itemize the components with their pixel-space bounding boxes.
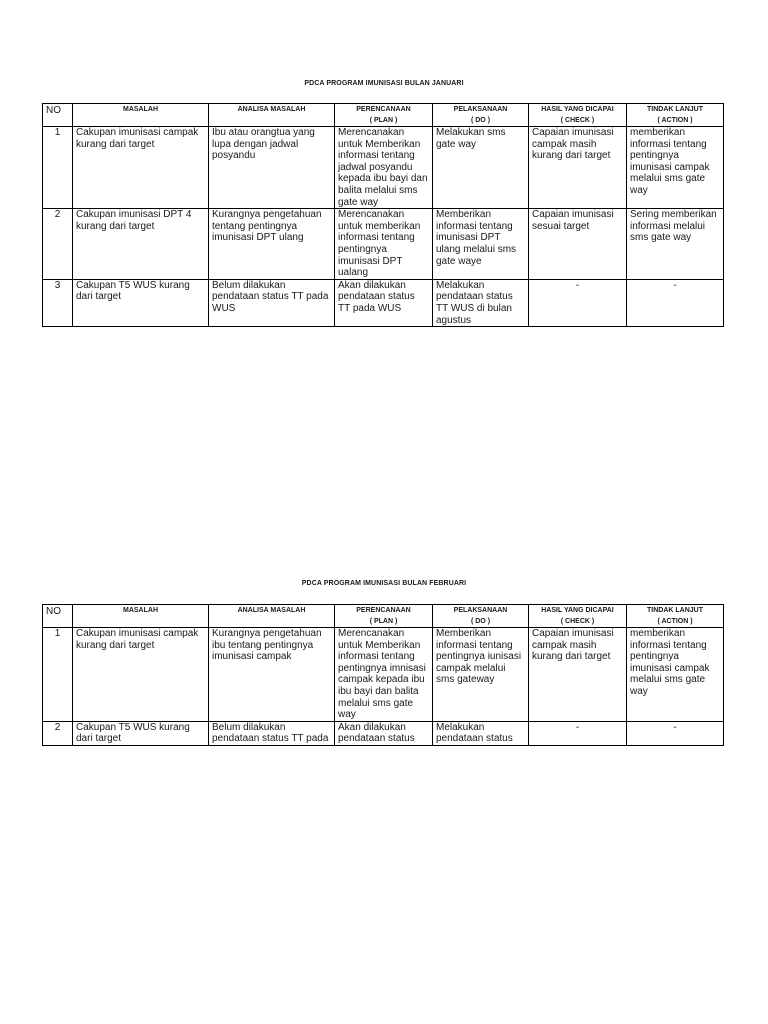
cell-analisa: Ibu atau orangtua yang lupa dengan jadwal posyandu (209, 127, 335, 209)
cell-perencanaan: Merencanakan untuk memberikan informasi tentang pentingnya imunisasi DPT ualang (335, 209, 433, 280)
header-perencanaan (335, 104, 433, 127)
cell-pelaksanaan: Memberikan informasi tentang imunisasi DPT ulang melalui sms gate waye (433, 209, 529, 280)
cell-analisa: Belum dilakukan pendataan status TT pada (209, 721, 335, 745)
header-masalah: MASALAH (73, 104, 209, 127)
cell-no: 2 (43, 209, 73, 280)
table-header-row (43, 605, 724, 628)
pdca-table-january (42, 103, 724, 327)
header-no: NO (43, 605, 73, 628)
cell-hasil: - (529, 721, 627, 745)
header-perencanaan (335, 605, 433, 628)
table-title: PDCA PROGRAM IMUNISASI BULAN FEBRUARI (301, 580, 467, 587)
header-pelaksanaan (433, 605, 529, 628)
cell-masalah: Cakupan imunisasi DPT 4 kurang dari target (73, 209, 209, 280)
cell-pelaksanaan: Melakukan pendataan status (433, 721, 529, 745)
header-perencanaan-label: PERENCANAAN (356, 106, 411, 113)
header-pelaksanaan-label: PELAKSANAAN (453, 607, 508, 614)
cell-no: 3 (43, 279, 73, 326)
header-perencanaan-sub: ( PLAN ) (369, 618, 398, 625)
header-hasil-sub: ( CHECK ) (560, 117, 595, 124)
cell-perencanaan: Akan dilakukan pendataan status TT pada WUS (335, 279, 433, 326)
cell-masalah: Cakupan T5 WUS kurang dari target (73, 279, 209, 326)
header-pelaksanaan-label: PELAKSANAAN (453, 106, 508, 113)
cell-analisa: Belum dilakukan pendataan status TT pada WUS (209, 279, 335, 326)
header-perencanaan-sub: ( PLAN ) (369, 117, 398, 124)
table-row (43, 279, 724, 326)
header-pelaksanaan-sub: ( DO ) (470, 618, 491, 625)
cell-no: 1 (43, 127, 73, 209)
header-hasil-label: HASIL YANG DICAPAI (541, 607, 614, 614)
cell-tindak: - (627, 279, 724, 326)
header-masalah: MASALAH (73, 605, 209, 628)
cell-hasil: - (529, 279, 627, 326)
cell-tindak: Sering memberikan informasi melalui sms gate way (627, 209, 724, 280)
cell-masalah: Cakupan T5 WUS kurang dari target (73, 721, 209, 745)
cell-masalah: Cakupan imunisasi campak kurang dari target (73, 628, 209, 722)
header-analisa: ANALISA MASALAH (209, 605, 335, 628)
header-pelaksanaan-sub: ( DO ) (470, 117, 491, 124)
table-header-row (43, 104, 724, 127)
header-hasil (529, 104, 627, 127)
cell-hasil: Capaian imunisasi campak masih kurang dari target (529, 628, 627, 722)
cell-tindak: - (627, 721, 724, 745)
header-hasil-label: HASIL YANG DICAPAI (541, 106, 614, 113)
header-tindak (627, 104, 724, 127)
cell-pelaksanaan: Memberikan informasi tentang pentingnya iunisasi campak melalui sms gateway (433, 628, 529, 722)
table-row (43, 628, 724, 722)
table-row (43, 721, 724, 745)
cell-hasil: Capaian imunisasi campak masih kurang dari target (529, 127, 627, 209)
header-tindak-label: TINDAK LANJUT (647, 607, 703, 614)
header-hasil (529, 605, 627, 628)
table-row (43, 209, 724, 280)
header-hasil-sub: ( CHECK ) (560, 618, 595, 625)
cell-tindak: memberikan informasi tentang pentingnya imunisasi campak melalui sms gate way (627, 628, 724, 722)
cell-no: 2 (43, 721, 73, 745)
cell-perencanaan: Merencanakan untuk Memberikan informasi tentang pentingnya imnisasi campak kepada ibu ibu bayi dan balita melalui sms gate way (335, 628, 433, 722)
header-tindak (627, 605, 724, 628)
cell-pelaksanaan: Melakukan pendataan status TT WUS di bulan agustus (433, 279, 529, 326)
header-analisa: ANALISA MASALAH (209, 104, 335, 127)
cell-masalah: Cakupan imunisasi campak kurang dari target (73, 127, 209, 209)
cell-no: 1 (43, 628, 73, 722)
header-perencanaan-label: PERENCANAAN (356, 607, 411, 614)
cell-perencanaan: Merencanakan untuk Memberikan informasi tentang jadwal posyandu kepada ibu bayi dan balita melalui sms gate way (335, 127, 433, 209)
pdca-table-february (42, 604, 724, 746)
cell-analisa: Kurangnya pengetahuan ibu tentang pentingnya imunisasi campak (209, 628, 335, 722)
header-pelaksanaan (433, 104, 529, 127)
cell-hasil: Capaian imunisasi sesuai target (529, 209, 627, 280)
cell-perencanaan: Akan dilakukan pendataan status (335, 721, 433, 745)
header-no: NO (43, 104, 73, 127)
header-tindak-label: TINDAK LANJUT (647, 106, 703, 113)
cell-tindak: memberikan informasi tentang pentingnya imunisasi campak melalui sms gate way (627, 127, 724, 209)
header-tindak-sub: ( ACTION ) (657, 117, 693, 124)
header-tindak-sub: ( ACTION ) (657, 618, 693, 625)
table-title: PDCA PROGRAM IMUNISASI BULAN JANUARI (304, 80, 464, 87)
cell-pelaksanaan: Melakukan sms gate way (433, 127, 529, 209)
table-row (43, 127, 724, 209)
cell-analisa: Kurangnya pengetahuan tentang pentingnya imunisasi DPT ulang (209, 209, 335, 280)
